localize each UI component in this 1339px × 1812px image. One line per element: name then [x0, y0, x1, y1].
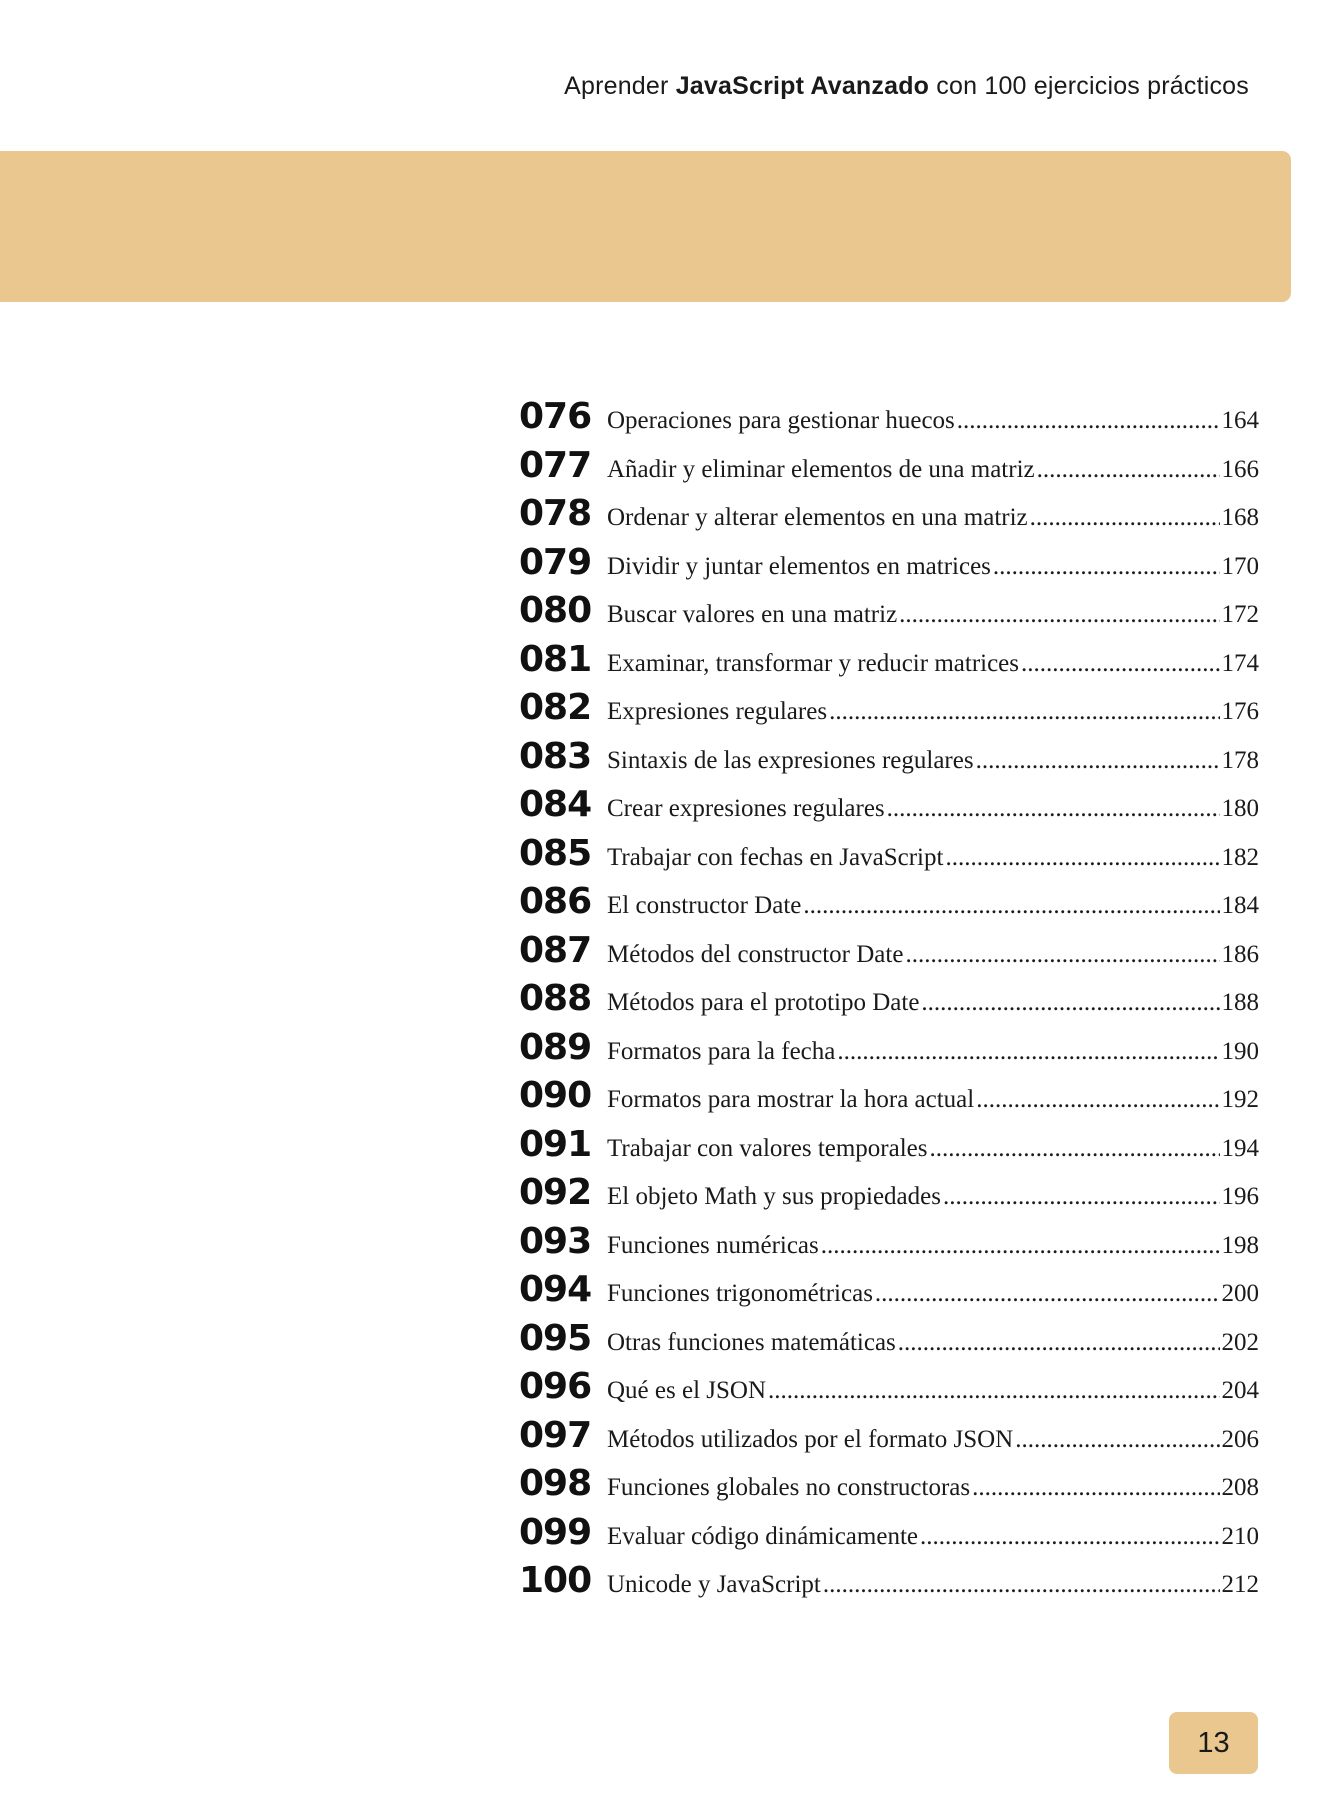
toc-dot-leader [920, 1523, 1220, 1551]
toc-entry-number: 092 [519, 1172, 592, 1213]
toc-entry-number: 076 [519, 396, 592, 437]
toc-entry-number: 100 [519, 1560, 592, 1601]
toc-entry [519, 1124, 1259, 1173]
toc-entry-page: 178 [1221, 746, 1259, 774]
toc-entry [519, 396, 1259, 445]
toc-entry [519, 639, 1259, 688]
toc-entry-page: 194 [1221, 1134, 1259, 1162]
toc-dot-leader [945, 844, 1219, 872]
toc-entry-number: 094 [519, 1269, 592, 1310]
toc-entry-page: 206 [1221, 1425, 1259, 1453]
toc-entry-page: 212 [1221, 1571, 1259, 1598]
toc-dot-leader [905, 941, 1219, 969]
toc-dot-leader [976, 1086, 1219, 1114]
toc-entry-page: 200 [1221, 1280, 1259, 1307]
toc-dot-leader [898, 1329, 1220, 1357]
toc-entry-title: Dividir y juntar elementos en matrices [607, 552, 991, 580]
toc-entry-page: 204 [1221, 1377, 1259, 1404]
toc-entry [519, 784, 1259, 833]
header-suffix: con 100 ejercicios prácticos [936, 72, 1249, 100]
toc-dot-leader [829, 698, 1219, 726]
toc-entry [519, 445, 1259, 494]
toc-entry-title: Funciones globales no constructoras [607, 1474, 971, 1501]
toc-entry-title: Operaciones para gestionar huecos [607, 407, 955, 434]
toc-dot-leader [1021, 650, 1219, 678]
toc-entry-number: 090 [519, 1075, 592, 1116]
toc-entry [519, 1172, 1259, 1221]
toc-dot-leader [803, 892, 1219, 920]
toc-entry [519, 930, 1259, 979]
toc-entry [519, 1415, 1259, 1464]
toc-entry-page: 198 [1221, 1231, 1259, 1259]
toc-entry [519, 590, 1259, 639]
toc-entry-number: 093 [519, 1220, 592, 1262]
toc-dot-leader [957, 407, 1220, 435]
toc-entry-page: 186 [1221, 940, 1259, 968]
header-prefix: Aprender [564, 72, 669, 100]
toc-entry-number: 085 [519, 832, 592, 874]
toc-entry-title: Evaluar código dinámicamente [607, 1522, 918, 1550]
toc-dot-leader [821, 1232, 1220, 1260]
toc-entry-title: Trabajar con valores temporales [607, 1134, 928, 1162]
toc-entry-title: Crear expresiones regulares [607, 795, 885, 822]
toc-entry-number: 099 [519, 1511, 592, 1553]
toc-entry-number: 097 [519, 1414, 592, 1456]
toc-entry-number: 089 [519, 1026, 592, 1068]
toc-entry-number: 091 [519, 1123, 592, 1165]
toc-entry-page: 208 [1221, 1474, 1259, 1501]
toc-entry-page: 168 [1221, 504, 1259, 531]
toc-entry-title: Añadir y eliminar elementos de una matriz [607, 455, 1035, 483]
toc-entry [519, 1221, 1259, 1270]
toc-entry-title: El objeto Math y sus propiedades [607, 1183, 941, 1210]
toc-entry-title: Formatos para mostrar la hora actual [607, 1086, 975, 1113]
toc-dot-leader [887, 795, 1220, 823]
toc-entry-title: Métodos para el prototipo Date [607, 989, 920, 1016]
toc-entry-number: 096 [519, 1366, 592, 1407]
toc-entry-page: 184 [1221, 892, 1259, 919]
running-header [564, 72, 1249, 101]
toc-entry [519, 1366, 1259, 1415]
toc-entry-number: 083 [519, 735, 592, 777]
toc-dot-leader [1037, 456, 1220, 484]
toc-entry [519, 736, 1259, 785]
toc-entry-title: El constructor Date [607, 892, 802, 919]
toc-entry [519, 833, 1259, 882]
toc-entry [519, 1318, 1259, 1367]
toc-entry-page: 196 [1221, 1183, 1259, 1210]
toc-dot-leader [1015, 1426, 1219, 1454]
toc-entry-title: Buscar valores en una matriz [607, 601, 898, 628]
toc-entry-page: 164 [1221, 407, 1259, 434]
toc-dot-leader [930, 1135, 1220, 1163]
toc-entry [519, 1075, 1259, 1124]
toc-entry-title: Trabajar con fechas en JavaScript [607, 843, 944, 871]
toc-entry-page: 182 [1221, 843, 1259, 871]
toc-entry [519, 1027, 1259, 1076]
page-number-badge [1169, 1712, 1258, 1774]
toc-entry-number: 084 [519, 784, 592, 825]
toc-entry-page: 192 [1221, 1086, 1259, 1113]
toc-entry [519, 542, 1259, 591]
toc-entry-title: Formatos para la fecha [607, 1037, 836, 1065]
toc-dot-leader [993, 553, 1220, 581]
toc-entry-page: 166 [1221, 455, 1259, 483]
toc-entry-page: 176 [1221, 698, 1259, 725]
toc-entry-page: 188 [1221, 989, 1259, 1016]
toc-entry-number: 087 [519, 929, 592, 971]
toc-entry-title: Ordenar y alterar elementos en una matriz [607, 504, 1028, 531]
toc-dot-leader [899, 601, 1219, 629]
toc-entry-title: Qué es el JSON [607, 1377, 767, 1404]
toc-entry-number: 081 [519, 638, 592, 680]
toc-entry-number: 086 [519, 881, 592, 922]
toc-dot-leader [1030, 504, 1220, 532]
toc-entry-title: Métodos utilizados por el formato JSON [607, 1425, 1014, 1453]
toc-entry-title: Examinar, transformar y reducir matrices [607, 649, 1020, 677]
toc-entry-number: 095 [519, 1317, 592, 1359]
toc-entry-page: 172 [1221, 601, 1259, 628]
toc-entry-title: Funciones trigonométricas [607, 1280, 873, 1307]
toc-entry-number: 080 [519, 590, 592, 631]
toc-dot-leader [921, 989, 1219, 1017]
toc-entry-page: 202 [1221, 1328, 1259, 1356]
toc-entry [519, 1463, 1259, 1512]
toc-entry-page: 210 [1221, 1522, 1259, 1550]
toc-entry-page: 174 [1221, 649, 1259, 677]
header-emphasis: JavaScript Avanzado [675, 72, 930, 100]
toc-entry-title: Funciones numéricas [607, 1231, 819, 1259]
table-of-contents [519, 396, 1259, 1609]
toc-entry-number: 098 [519, 1463, 592, 1504]
toc-dot-leader [972, 1474, 1219, 1502]
toc-entry-number: 077 [519, 444, 592, 486]
toc-dot-leader [768, 1377, 1219, 1405]
toc-entry [519, 493, 1259, 542]
toc-entry-title: Métodos del constructor Date [607, 940, 904, 968]
toc-dot-leader [823, 1571, 1220, 1599]
toc-entry [519, 687, 1259, 736]
toc-entry-title: Sintaxis de las expresiones regulares [607, 746, 974, 774]
toc-entry [519, 1512, 1259, 1561]
toc-entry-page: 180 [1221, 795, 1259, 822]
toc-entry-number: 088 [519, 978, 592, 1019]
toc-entry [519, 881, 1259, 930]
toc-dot-leader [837, 1038, 1219, 1066]
toc-entry-title: Otras funciones matemáticas [607, 1328, 896, 1356]
toc-entry-page: 170 [1221, 552, 1259, 580]
toc-entry [519, 1560, 1259, 1609]
toc-entry [519, 1269, 1259, 1318]
toc-entry-number: 079 [519, 541, 592, 583]
toc-entry-page: 190 [1221, 1037, 1259, 1065]
toc-entry-title: Expresiones regulares [607, 698, 828, 725]
toc-entry-title: Unicode y JavaScript [607, 1571, 821, 1598]
toc-entry-number: 082 [519, 687, 592, 728]
toc-entry-number: 078 [519, 493, 592, 534]
toc-entry [519, 978, 1259, 1027]
toc-dot-leader [976, 747, 1220, 775]
toc-dot-leader [875, 1280, 1220, 1308]
header-banner [0, 151, 1291, 302]
page-number: 13 [1197, 1726, 1230, 1759]
toc-dot-leader [943, 1183, 1220, 1211]
